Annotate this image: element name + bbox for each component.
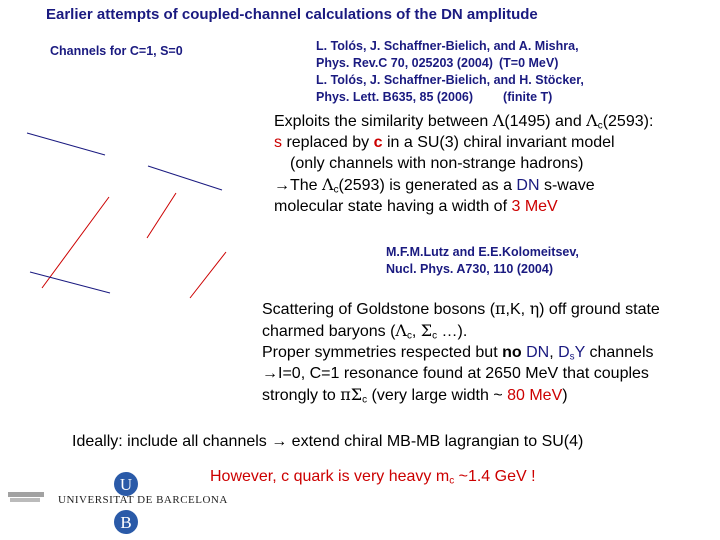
goldstone-text — [262, 298, 660, 406]
university-name: UNIVERSITAT DE BARCELONA — [58, 494, 228, 506]
gold-line-1: Scattering of Goldstone bosons (π,K, η) off ground state — [262, 299, 660, 318]
heavy-quark-statement: However, c quark is very heavy $m_c$ ~1.4 GeV ! — [210, 468, 536, 487]
tolos-references — [316, 38, 584, 106]
red-line-2 — [147, 193, 176, 238]
blue-line-3 — [30, 272, 110, 293]
lambda-line-2: s replaced by c in a SU(3) chiral invariant model — [274, 134, 615, 151]
blue-line-1 — [27, 133, 105, 155]
lambda-similarity-text — [274, 110, 653, 217]
lutz-reference — [386, 244, 579, 278]
slide-title: Earlier attempts of coupled-channel calculations of the DN amplitude — [46, 6, 538, 23]
logo-b: B — [120, 513, 132, 532]
arrow-icon: → — [271, 433, 288, 450]
ref-line-2: Phys. Rev.C 70, 025203 (2004) (T=0 MeV) — [316, 56, 559, 70]
gold-line-3: Proper symmetries respected but no DN, $D_sY$ channels — [262, 344, 654, 363]
lambda-line-3: (only channels with non-strange hadrons) — [290, 155, 584, 172]
ideally-statement: Ideally: include all channels → extend chiral MB-MB lagrangian to SU(4) — [72, 433, 584, 450]
red-line-1 — [42, 197, 109, 288]
channels-label: Channels for C=1, S=0 — [50, 44, 183, 58]
lambda-line-4: →The $\Lambda_c(2593)$ is generated as a DN s-wave — [274, 175, 595, 196]
gold-line-4: →I=0, C=1 resonance found at 2650 MeV that couples — [262, 365, 649, 382]
arrow-icon: → — [274, 177, 290, 194]
gold-line-5: strongly to $\pi\Sigma_c$ (very large width ~ 80 MeV) — [262, 385, 568, 406]
arrow-icon: → — [262, 365, 278, 382]
ref-line-4: Phys. Lett. B635, 85 (2006) (finite T) — [316, 90, 553, 104]
red-line-3 — [190, 252, 226, 298]
blue-line-2 — [148, 166, 222, 190]
ref-line-3: L. Tolós, J. Schaffner-Bielich, and H. Stöcker, — [316, 73, 584, 87]
channel-lines-diagram — [0, 100, 260, 320]
lambda-line-5: molecular state having a width of 3 MeV — [274, 198, 558, 215]
gold-line-2: charmed baryons ($\Lambda_c$, $\Sigma_c$ …). — [262, 321, 468, 342]
ref-line-1: L. Tolós, J. Schaffner-Bielich, and A. Mishra, — [316, 39, 579, 53]
logo-u: U — [119, 475, 133, 494]
lambda-line-1: Exploits the similarity between Λ(1495) and $\Lambda_c(2593)$: — [274, 111, 654, 132]
lutz-line-2: Nucl. Phys. A730, 110 (2004) — [386, 262, 553, 276]
lutz-line-1: M.F.M.Lutz and E.E.Kolomeitsev, — [386, 245, 579, 259]
